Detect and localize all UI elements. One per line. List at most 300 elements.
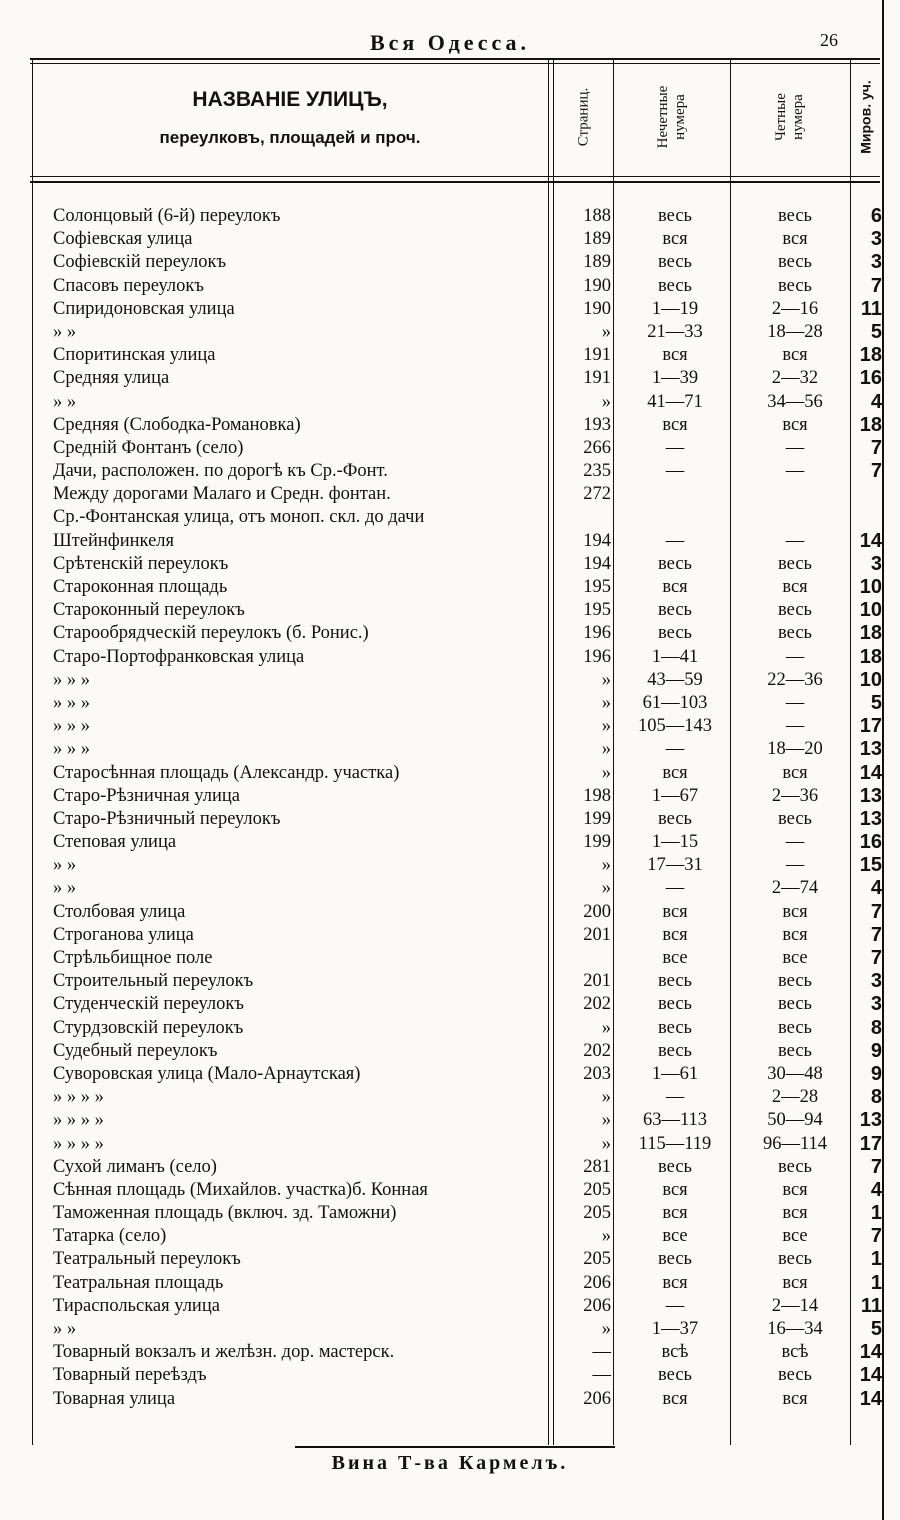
page-ref: 191 [583,345,611,366]
top-double-rule-1 [30,58,880,60]
table-row [0,785,900,808]
odd-numbers: — [665,437,685,458]
odd-numbers: 105—143 [638,716,712,737]
page-ref: » [601,1087,611,1108]
table-row [0,646,900,669]
district-number: 13 [859,784,882,807]
odd-numbers: всѣ [661,1342,689,1363]
even-numbers: вся [782,414,808,435]
page-ref: 196 [583,623,611,644]
even-numbers: — [785,832,805,853]
header-bottom-rule-1 [30,176,880,177]
page-ref: » [601,391,611,412]
street-name: Строительный переулокъ [53,971,254,992]
page-ref: 189 [583,229,611,250]
street-name: Спасовъ переулокъ [53,275,204,296]
odd-numbers: весь [658,1156,692,1177]
page-ref: 193 [583,414,611,435]
odd-numbers: 1—19 [651,298,699,319]
table-row [0,228,900,251]
district-number: 10 [859,576,882,598]
odd-numbers: 1—67 [651,785,699,806]
odd-numbers: вся [662,229,688,250]
even-numbers: вся [782,1203,808,1224]
even-numbers: весь [778,600,812,621]
table-row [0,1341,900,1364]
even-numbers: весь [778,1156,812,1177]
page-ref: 205 [583,1179,611,1200]
odd-numbers: вся [662,1388,688,1409]
odd-numbers: вся [662,1272,688,1293]
table-row [0,1040,900,1063]
even-numbers: — [785,461,805,482]
page-ref: 206 [583,1272,611,1293]
table-row [0,831,900,854]
street-name: » » » [53,739,90,760]
even-numbers: весь [778,623,812,644]
table-row [0,762,900,785]
page-ref: » [601,1110,611,1131]
even-numbers: весь [778,252,812,273]
page-ref: 196 [583,646,611,667]
street-name: Студенческій переулокъ [53,994,244,1015]
street-name: » » » [53,716,90,737]
table-row [0,692,900,715]
odd-numbers: весь [658,1249,692,1270]
district-number: 3 [870,228,882,251]
page-ref: » [601,321,611,342]
district-number: 18 [859,413,882,436]
page-ref: 199 [583,808,611,829]
even-numbers: всѣ [781,1342,809,1363]
page-ref: 191 [583,368,611,389]
street-name: Суворовская улица (Мало-Арнаутская) [53,1063,361,1084]
even-numbers: вся [782,1388,808,1409]
street-name: » » » [53,692,90,713]
even-numbers: весь [778,808,812,829]
district-number: 14 [859,761,882,784]
even-numbers: 2—74 [771,878,819,899]
page-ref: 205 [583,1203,611,1224]
street-name: Софіевская улица [53,229,193,250]
district-number: 13 [859,1109,882,1132]
page-ref: » [601,739,611,760]
even-numbers: 2—36 [771,785,819,806]
odd-numbers: — [665,739,685,760]
page-column-header: Страниц. [575,87,592,147]
even-numbers: все [782,948,808,968]
district-number: 7 [870,1225,882,1248]
odd-numbers: — [665,530,685,551]
even-numbers: весь [778,1249,812,1270]
district-number: 14 [859,1341,882,1364]
table-row [0,205,900,228]
table-row [0,1202,900,1225]
page-ref: 202 [583,1040,611,1061]
even-numbers: — [785,646,805,667]
table-row [0,576,900,599]
odd-numbers: — [665,1295,685,1316]
odd-numbers: вся [662,414,688,435]
even-numbers: 30—48 [767,1063,823,1084]
odd-column-header: Нечетные нумера [655,85,688,149]
table-row [0,367,900,390]
street-name: » » [53,1319,77,1339]
table-row [0,1272,900,1295]
street-name: Столбовая улица [53,901,186,922]
table-row [0,437,900,460]
even-numbers: 2—32 [771,368,819,389]
street-name: Софіевскій переулокъ [53,252,227,273]
district-number: 7 [870,900,882,923]
even-numbers: 2—14 [771,1295,819,1316]
district-number: 7 [870,274,882,297]
page-ref: » [601,762,611,783]
table-row [0,391,900,414]
district-number: 11 [860,1294,882,1317]
page-ref: 266 [583,437,611,458]
page-ref: 195 [583,577,611,597]
even-numbers: все [782,1226,808,1247]
page-ref: 272 [583,484,611,505]
odd-numbers: весь [658,275,692,296]
district-number: 3 [870,970,882,993]
even-numbers: — [785,530,805,551]
table-row [0,321,900,344]
page-ref: 203 [583,1063,611,1084]
district-number: 7 [870,460,882,483]
page-ref: — [592,1342,611,1363]
district-number: 4 [870,390,882,413]
even-numbers: 2—16 [771,298,819,319]
odd-numbers: все [662,1226,688,1247]
odd-numbers: — [665,461,685,482]
even-numbers: весь [778,1017,812,1038]
page-ref: 205 [583,1249,611,1270]
street-name: Ср.-Фонтанская улица, отъ моноп. скл. до дачи [53,507,425,528]
name-column-subtitle: переулковъ, площадей и проч. [159,128,421,147]
odd-numbers: весь [658,971,692,992]
even-numbers: 22—36 [767,669,823,690]
street-name: Средняя (Слободка-Романовка) [53,414,301,435]
street-name: Староконный переулокъ [53,600,245,621]
page-ref: 201 [583,971,611,992]
street-name: Сѣнная площадь (Михайлов. участка)б. Конная [53,1179,428,1200]
street-name: Старо-Рѣзничная улица [53,785,240,806]
street-name: Дачи, расположен. по дорогѣ къ Ср.-Фонт. [53,461,388,482]
even-numbers: — [785,437,805,458]
even-numbers: вся [782,1179,808,1200]
table-row [0,854,900,877]
odd-numbers: вся [662,1179,688,1200]
street-name: » » [53,321,77,342]
street-name: Стрѣльбищное поле [53,948,213,968]
odd-numbers: 63—113 [642,1110,708,1131]
odd-numbers: весь [658,994,692,1015]
page-ref: » [601,669,611,690]
odd-numbers: 1—41 [651,646,699,667]
page-ref: 281 [583,1156,611,1177]
district-number: 16 [859,367,882,390]
street-name: » » » » [53,1110,104,1131]
district-number: 8 [870,1016,882,1039]
district-number: 11 [860,297,882,320]
odd-numbers: вся [662,762,688,783]
street-name: » » » [53,669,90,690]
district-number: 6 [870,205,882,227]
page-ref: 195 [583,600,611,621]
street-name: Средній Фонтанъ (село) [53,437,244,458]
table-row [0,1364,900,1387]
district-number: 5 [870,691,882,714]
street-name: » » [53,391,77,412]
even-numbers: 16—34 [767,1319,823,1339]
table-row [0,1248,900,1271]
street-name: Таможенная площадь (включ. зд. Таможни) [53,1203,397,1224]
odd-numbers: весь [658,808,692,829]
even-numbers: — [785,855,805,876]
even-numbers: весь [778,971,812,992]
table-row [0,275,900,298]
even-numbers: весь [778,553,812,574]
table-row [0,298,900,321]
table-row [0,738,900,761]
odd-numbers: весь [658,600,692,621]
district-number: 4 [870,1178,882,1201]
table-row [0,669,900,692]
district-number: 7 [870,1155,882,1178]
odd-numbers: 41—71 [647,391,703,412]
even-numbers: вся [782,229,808,250]
page-ref: 202 [583,994,611,1015]
street-name: Театральный переулокъ [53,1249,241,1270]
table-row [0,1156,900,1179]
table-row [0,506,900,529]
district-number: 1 [870,1248,882,1271]
district-number: 18 [859,344,882,367]
street-name: Средняя улица [53,368,170,389]
top-double-rule-2 [30,63,880,64]
district-number: 17 [859,1132,882,1155]
street-name: Товарный переѣздъ [53,1365,207,1386]
odd-numbers: 1—61 [651,1063,699,1084]
table-row [0,599,900,622]
table-row [0,530,900,553]
odd-numbers: 61—103 [642,692,708,713]
street-name: Товарная улица [53,1388,176,1409]
district-number: 9 [870,1039,882,1062]
street-name: Солонцовый (6-й) переулокъ [53,206,281,226]
odd-numbers: вся [662,1203,688,1224]
district-number: 7 [870,436,882,459]
even-numbers: весь [778,206,812,226]
odd-numbers: вся [662,924,688,945]
odd-numbers: вся [662,345,688,366]
odd-numbers: 17—31 [647,855,703,876]
street-name: Старо-Портофранковская улица [53,646,305,667]
table-row [0,1179,900,1202]
street-name: Татарка (село) [53,1226,167,1247]
district-number: 18 [859,622,882,645]
page-ref: 201 [583,924,611,945]
bottom-rule [295,1446,615,1448]
street-name: Споритинская улица [53,345,216,366]
page-ref: — [592,1365,611,1386]
table-row [0,1086,900,1109]
page-ref: » [601,716,611,737]
district-number: 10 [859,599,882,622]
even-numbers: — [785,692,805,713]
even-numbers: 18—28 [767,321,823,342]
page-ref: 190 [583,298,611,319]
street-name: Строганова улица [53,924,194,945]
street-name: Старосѣнная площадь (Александр. участка) [53,762,400,783]
street-name: Сухой лиманъ (село) [53,1156,217,1177]
odd-numbers: весь [658,206,692,226]
even-numbers: весь [778,1040,812,1061]
header-bottom-rule-2 [30,181,880,183]
odd-numbers: 43—59 [647,669,703,690]
page-ref: » [601,1319,611,1339]
street-name: Театральная площадь [53,1272,224,1293]
page-ref: 194 [583,553,611,574]
district-number: 13 [859,738,882,761]
page-ref: 190 [583,275,611,296]
even-numbers: вся [782,345,808,366]
even-numbers: 50—94 [767,1110,823,1131]
table-row [0,947,900,970]
district-number: 5 [870,320,882,343]
street-name: Судебный переулокъ [53,1040,218,1061]
table-row [0,715,900,738]
table-row [0,993,900,1016]
even-numbers: весь [778,275,812,296]
street-name: Староконная площадь [53,577,228,597]
odd-numbers: весь [658,1017,692,1038]
district-number: 9 [870,1062,882,1085]
table-row [0,1225,900,1248]
street-name: Срѣтенскій переулокъ [53,553,229,574]
table-row [0,483,900,506]
street-name: » » » » [53,1133,104,1154]
street-name: Спиридоновская улица [53,298,235,319]
even-numbers: 34—56 [767,391,823,412]
district-number: 16 [859,831,882,854]
page-ref: » [601,878,611,899]
table-row [0,553,900,576]
odd-numbers: весь [658,623,692,644]
street-name: » » » » [53,1087,104,1108]
odd-numbers: 21—33 [647,321,703,342]
page-ref: 206 [583,1388,611,1409]
district-number: 7 [870,947,882,969]
district-number: 3 [870,251,882,274]
district-number: 4 [870,877,882,900]
odd-numbers: 1—39 [651,368,699,389]
table-row [0,1133,900,1156]
even-column-header: Четные нумера [773,93,806,141]
even-numbers: весь [778,994,812,1015]
page-ref: 198 [583,785,611,806]
table-row [0,901,900,924]
odd-numbers: 1—37 [651,1319,699,1339]
district-number: 14 [859,1364,882,1387]
table-row [0,1295,900,1318]
page-ref: 206 [583,1295,611,1316]
page-ref: 235 [583,461,611,482]
table-row [0,344,900,367]
table-row [0,1388,900,1411]
even-numbers: вся [782,762,808,783]
table-row [0,808,900,831]
page-number: 26 [820,30,838,50]
page-ref: » [601,1133,611,1154]
name-column-title: НАЗВАНІЕ УЛИЦЪ, [192,88,388,111]
even-numbers: вся [782,901,808,922]
odd-numbers: — [665,878,685,899]
even-numbers: вся [782,1272,808,1293]
page-ref: » [601,855,611,876]
street-name: » » [53,855,77,876]
district-number: 8 [870,1086,882,1109]
district-number: 18 [859,645,882,668]
odd-numbers: весь [658,553,692,574]
odd-numbers: все [662,948,688,968]
footer-advert: Вина Т-ва Кармелъ. [331,1452,569,1474]
street-name: Тираспольская улица [53,1295,220,1316]
district-number: 17 [859,715,882,738]
table-row [0,622,900,645]
odd-numbers: — [665,1087,685,1108]
running-head-title: Вся Одесса. [369,30,531,55]
even-numbers: вся [782,577,808,597]
table-row [0,1318,900,1341]
table-row [0,924,900,947]
district-number: 5 [870,1318,882,1340]
even-numbers: 2—28 [771,1087,819,1108]
table-row [0,460,900,483]
table-row [0,1109,900,1132]
even-numbers: весь [778,1365,812,1386]
district-number: 7 [870,923,882,946]
odd-numbers: весь [658,1365,692,1386]
district-number: 3 [870,552,882,575]
table-row [0,877,900,900]
odd-numbers: весь [658,1040,692,1061]
even-numbers: вся [782,924,808,945]
odd-numbers: 1—15 [651,832,699,853]
page-ref: 188 [583,206,611,226]
street-name: Штейнфинкеля [53,530,175,551]
table-row [0,1017,900,1040]
table-row [0,970,900,993]
street-name: Стурдзовскій переулокъ [53,1017,244,1038]
page-ref: » [601,1226,611,1247]
district-number: 10 [859,668,882,691]
street-name: Старообрядческій переулокъ (б. Ронис.) [53,623,369,644]
street-name: » » [53,878,77,899]
district-number: 1 [870,1271,882,1294]
street-name: Степовая улица [53,832,177,853]
table-row [0,414,900,437]
district-number: 3 [870,993,882,1016]
district-number: 14 [859,1387,882,1410]
street-name: Товарный вокзалъ и желѣзн. дор. мастерск. [53,1342,395,1363]
district-number: 14 [859,529,882,552]
page-ref: 194 [583,530,611,551]
even-numbers: 18—20 [767,739,823,760]
mir-column-header: Миров. уч. [857,80,874,154]
